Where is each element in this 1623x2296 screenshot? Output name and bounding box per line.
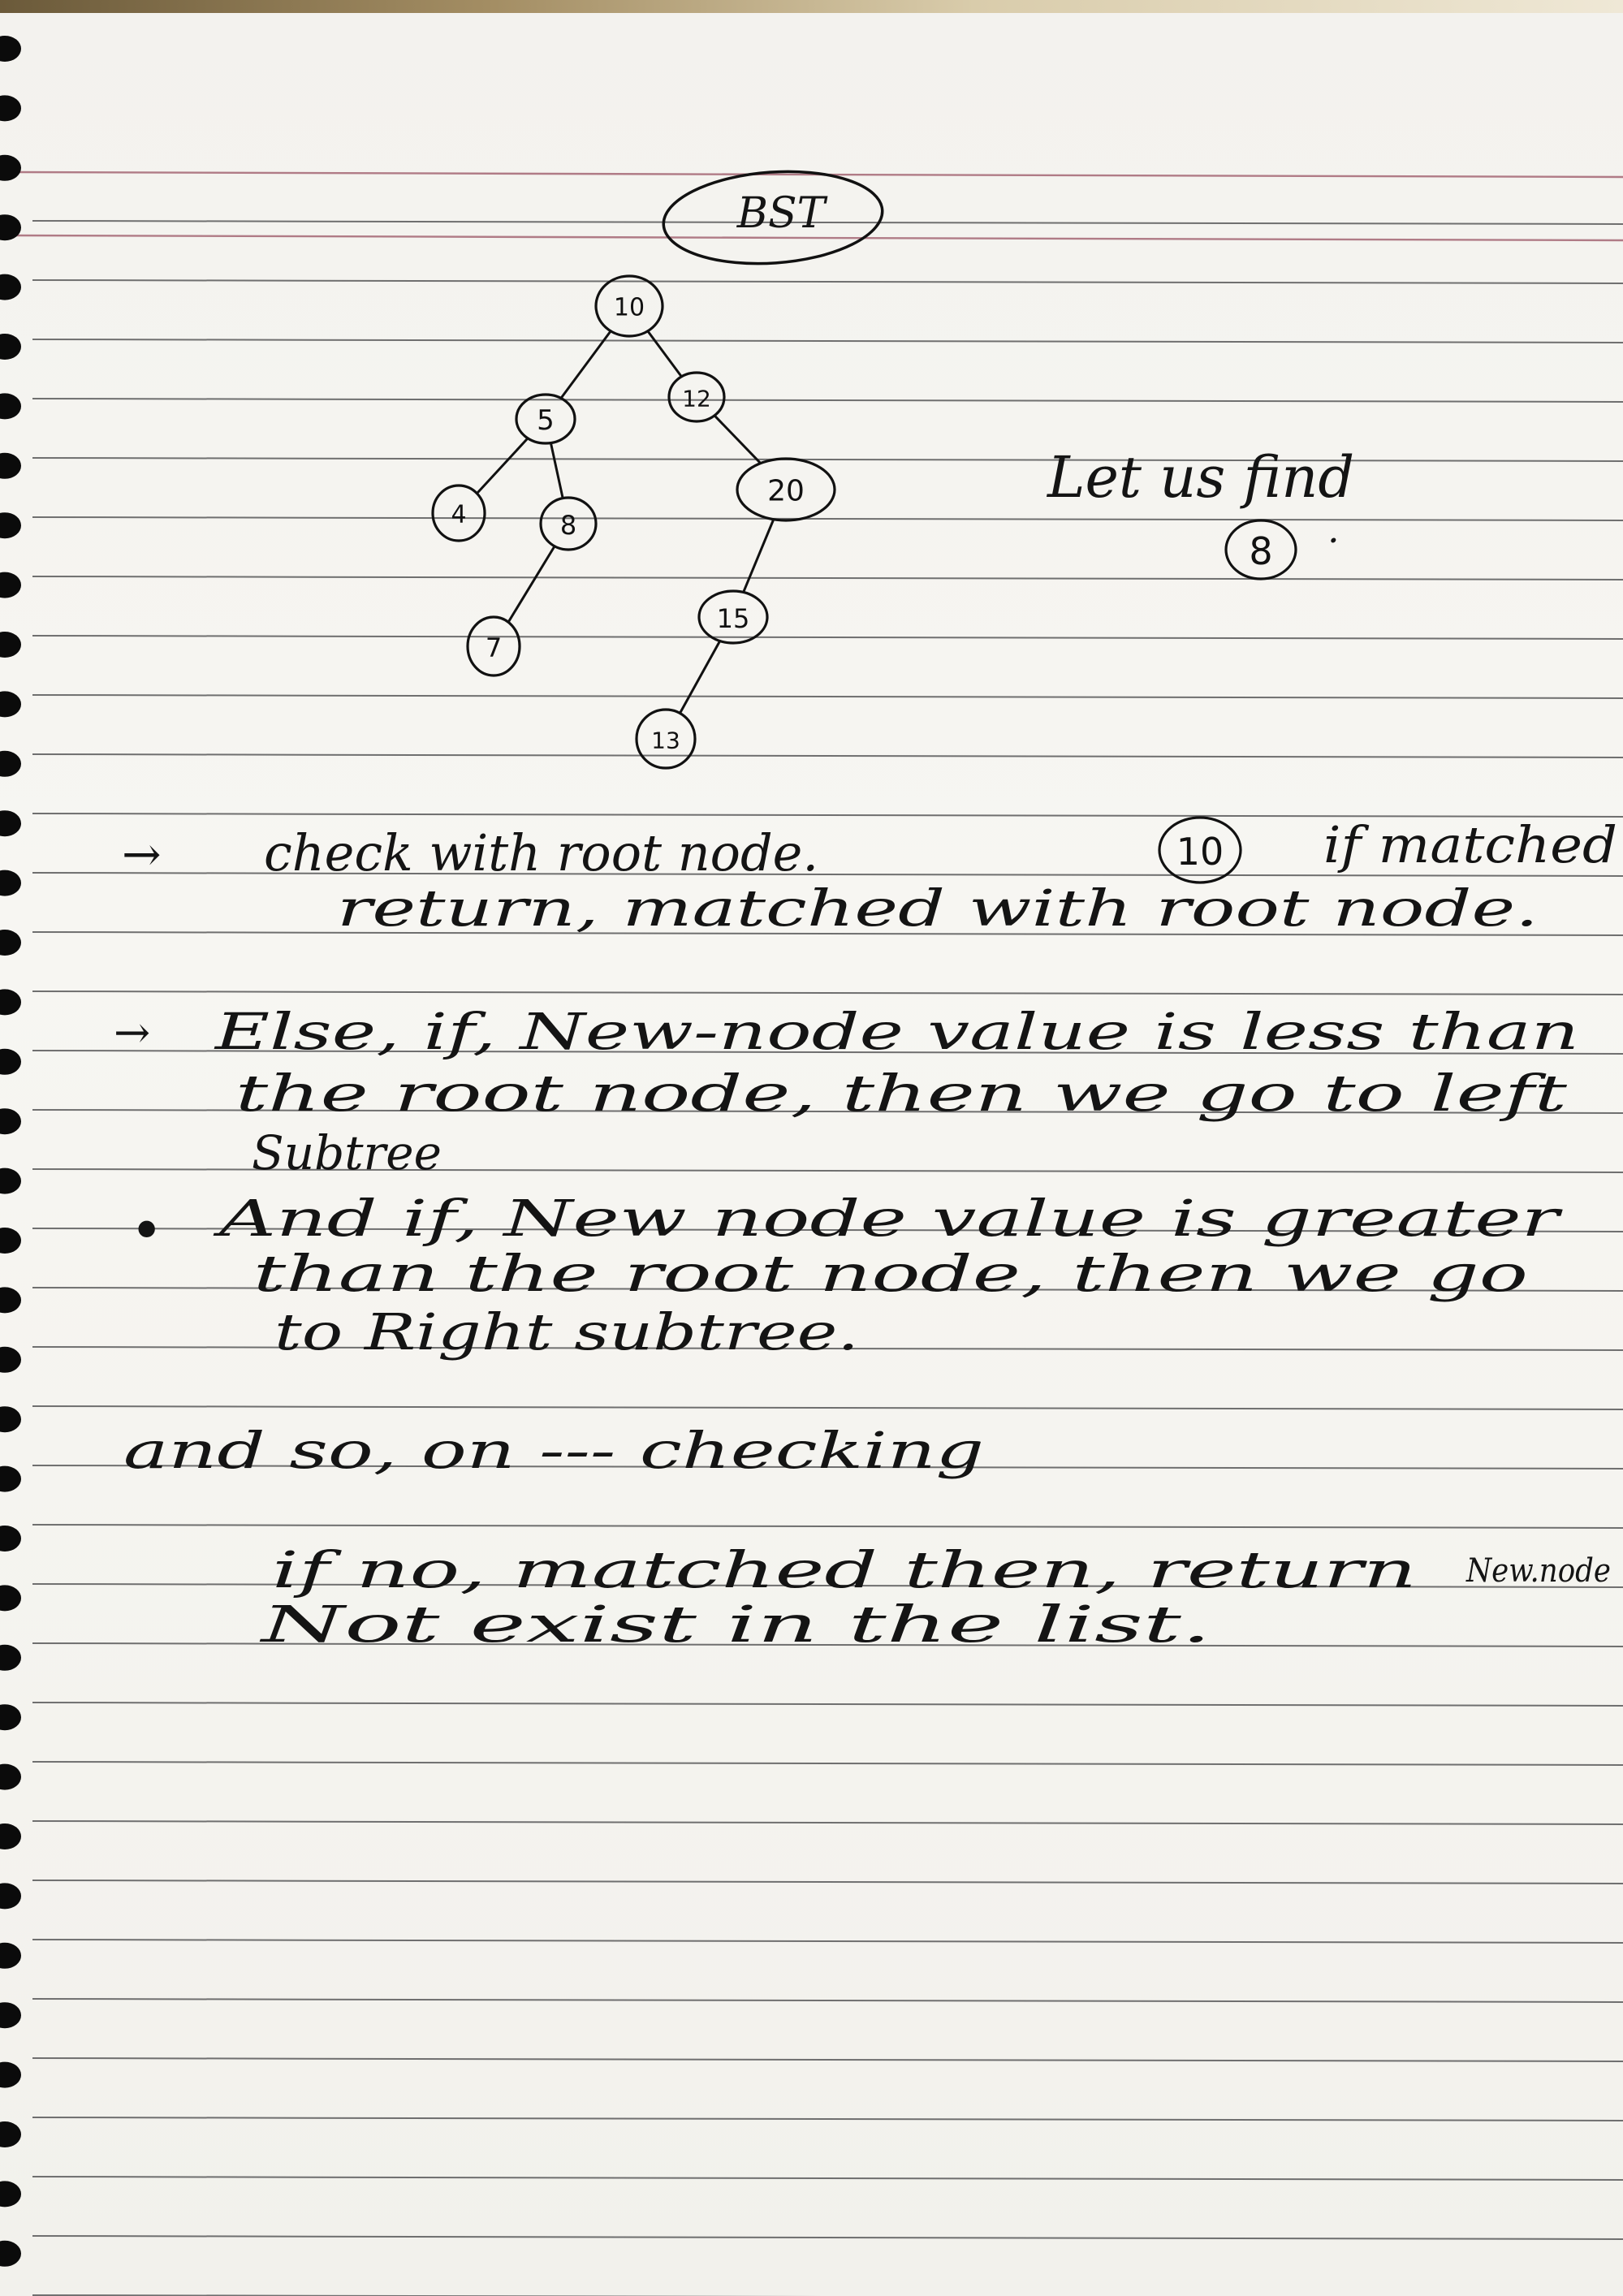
spiral-hole <box>0 751 21 777</box>
root-circle-label: 10 <box>1176 830 1224 874</box>
node-label: 10 <box>613 293 645 322</box>
spiral-hole <box>0 1108 21 1134</box>
spiral-hole <box>0 870 21 896</box>
side-note <box>1046 444 1354 579</box>
node-label: 13 <box>651 727 680 754</box>
spiral-hole <box>0 691 21 717</box>
spiral-hole <box>0 1943 21 1969</box>
bst-diagram <box>433 276 835 768</box>
tree-edge <box>508 546 555 623</box>
spiral-hole <box>0 1645 21 1671</box>
step-3-line-1: And if, New node value is greater <box>213 1189 1564 1248</box>
tree-node-12 <box>669 373 724 421</box>
spiral-hole <box>0 1704 21 1730</box>
step-3-bullet: • <box>130 1198 164 1264</box>
spiral-hole <box>0 2121 21 2147</box>
ruled-line <box>32 221 1623 224</box>
ruled-line <box>32 1821 1623 1824</box>
node-label: 8 <box>559 510 577 541</box>
spiral-hole <box>0 214 21 240</box>
step-2 <box>114 1002 1579 1180</box>
spiral-hole <box>0 1406 21 1432</box>
spiral-hole <box>0 989 21 1015</box>
ruled-line <box>32 2236 1623 2239</box>
tree-edge <box>714 416 761 464</box>
and-so-on: and so, on --- checking <box>123 1421 984 1480</box>
step-1-text-a: check with root node. <box>264 823 819 883</box>
spiral-hole <box>0 2002 21 2028</box>
ruled-line <box>32 576 1623 580</box>
spiral-hole <box>0 1526 21 1552</box>
ruled-line <box>32 517 1623 520</box>
bst-title <box>660 165 885 271</box>
side-note-dot: . <box>1327 507 1340 551</box>
step-1-arrow: → <box>122 826 162 882</box>
spiral-hole <box>0 810 21 836</box>
spiral-hole <box>0 572 21 598</box>
step-1 <box>122 815 1617 938</box>
tree-edge <box>680 641 719 713</box>
ruled-line <box>32 339 1623 343</box>
ruled-line <box>32 2117 1623 2121</box>
step-2-arrow: → <box>114 1007 151 1058</box>
tree-node-10 <box>596 276 663 336</box>
ruled-line <box>32 1999 1623 2002</box>
step-1-line-2: return, matched with root node. <box>337 878 1539 938</box>
tree-node-15 <box>699 591 767 643</box>
step-2-line-3: Subtree <box>252 1125 442 1180</box>
spiral-hole <box>0 2062 21 2088</box>
side-note-text: Let us find <box>1047 444 1355 511</box>
tree-node-5 <box>516 395 575 443</box>
spiral-hole <box>0 1466 21 1492</box>
ruled-line <box>32 1880 1623 1884</box>
spiral-hole <box>0 155 21 181</box>
spiral-hole <box>0 1764 21 1790</box>
closing-line-1-small: New.node <box>1465 1552 1611 1590</box>
tree-edges <box>477 331 773 714</box>
ruled-line <box>32 1525 1623 1528</box>
ruled-line <box>32 2058 1623 2061</box>
tree-edge <box>550 443 563 498</box>
spiral-hole <box>0 930 21 956</box>
spiral-hole <box>0 1049 21 1075</box>
tree-node-20 <box>737 459 835 520</box>
spiral-hole <box>0 2181 21 2207</box>
step-3 <box>130 1189 1563 1362</box>
spiral-hole <box>0 1823 21 1849</box>
spiral-hole <box>0 36 21 62</box>
tree-edge <box>648 331 682 377</box>
step-2-line-2: the root node, then we go to left <box>235 1064 1568 1123</box>
spiral-hole <box>0 512 21 538</box>
spiral-holes <box>0 36 21 2267</box>
ruled-line <box>32 280 1623 283</box>
closing-line-2: Not exist in the list. <box>258 1595 1212 1654</box>
node-label: 4 <box>451 500 467 529</box>
step-3-line-2: than the root node, then we go <box>253 1244 1528 1303</box>
step-2-line-1: Else, if, New-node value is less than <box>214 1002 1579 1061</box>
target-node-label: 8 <box>1249 529 1273 573</box>
spiral-hole <box>0 2241 21 2267</box>
ruled-line <box>32 1703 1623 1706</box>
spiral-hole <box>0 1287 21 1313</box>
tree-edge <box>744 520 774 593</box>
closing-line-1: if no, matched then, return <box>272 1540 1417 1599</box>
tree-edge <box>477 438 528 494</box>
node-label: 20 <box>767 474 805 508</box>
step-3-line-3: to Right subtree. <box>274 1302 859 1362</box>
spiral-hole <box>0 1347 21 1373</box>
tree-node-7 <box>468 617 520 675</box>
node-label: 12 <box>682 385 711 412</box>
step-1-text-b: if matched <box>1323 815 1617 874</box>
tree-node-8 <box>541 498 596 550</box>
ruled-line <box>32 754 1623 757</box>
ruled-line <box>32 399 1623 402</box>
spiral-hole <box>0 274 21 300</box>
ruled-line <box>32 1940 1623 1943</box>
title-text: BST <box>736 189 826 238</box>
spiral-hole <box>0 334 21 360</box>
spiral-hole <box>0 453 21 479</box>
spiral-hole <box>0 1883 21 1909</box>
ruled-line <box>32 991 1623 995</box>
spiral-hole <box>0 1585 21 1611</box>
tree-node-13 <box>637 710 695 768</box>
node-label: 5 <box>537 404 555 437</box>
spiral-hole <box>0 1168 21 1194</box>
node-label: 7 <box>485 632 503 663</box>
spiral-hole <box>0 95 21 121</box>
closing-note <box>258 1540 1611 1654</box>
tree-node-4 <box>433 486 485 541</box>
ruled-line <box>32 2177 1623 2180</box>
spiral-hole <box>0 1228 21 1254</box>
node-label: 15 <box>716 603 750 634</box>
ruled-line <box>32 695 1623 698</box>
spiral-hole <box>0 632 21 658</box>
ruled-line <box>32 1762 1623 1765</box>
ruled-line <box>32 458 1623 461</box>
ruled-line <box>32 1406 1623 1409</box>
spiral-hole <box>0 393 21 419</box>
ruled-line <box>32 636 1623 639</box>
